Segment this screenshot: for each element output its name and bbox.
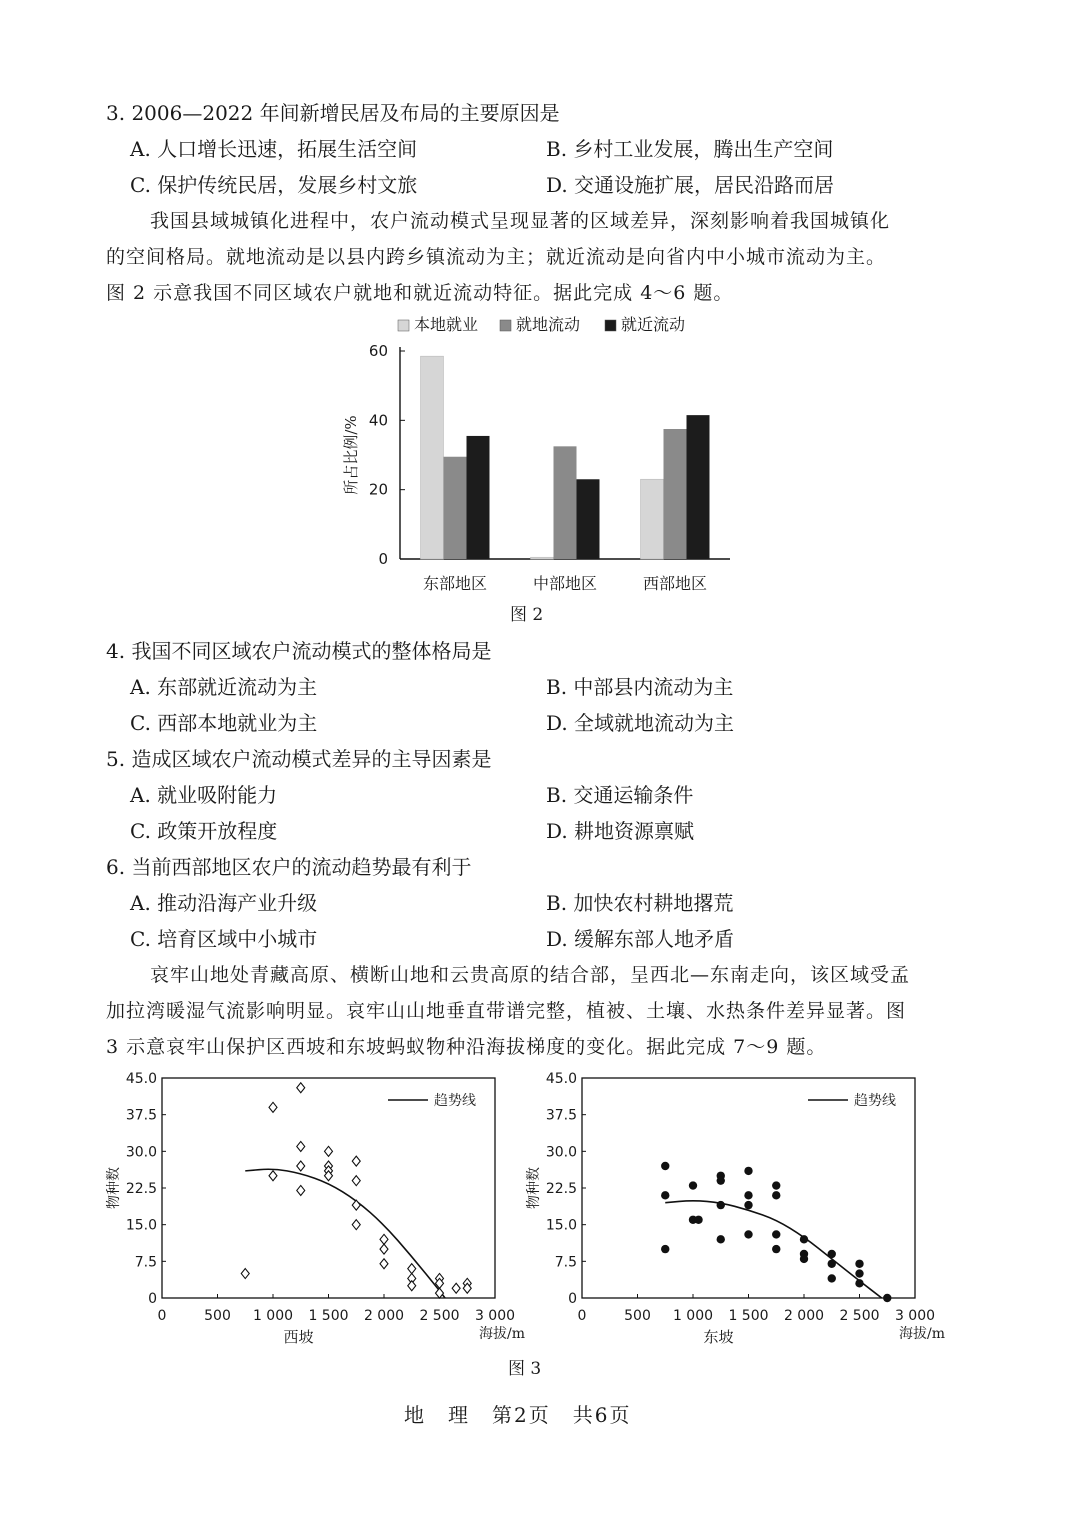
legend-label: 就近流动 (621, 315, 686, 334)
figure-3-caption: 图 3 (508, 1359, 542, 1379)
legend-swatch (398, 320, 409, 331)
data-point (352, 1156, 360, 1166)
data-point (297, 1083, 305, 1093)
x-tick-label: 0 (577, 1308, 587, 1324)
data-point (772, 1245, 780, 1253)
q3-option-b: B. 乡村工业发展，腾出生产空间 (546, 137, 834, 161)
passage1-line: 的空间格局。就地流动是以县内跨乡镇流动为主；就近流动是向省内中小城市流动为主。 (106, 246, 887, 268)
x-axis-label: 西坡 (283, 1328, 314, 1346)
data-point (744, 1191, 752, 1199)
passage2-line: 加拉湾暖湿气流影响明显。哀牢山山地垂直带谱完整，植被、土壤、水热条件差异显著。图 (106, 1000, 907, 1022)
data-point (661, 1245, 669, 1253)
q4-option-d: D. 全域就地流动为主 (546, 711, 735, 735)
q6-option-c: C. 培育区域中小城市 (130, 927, 318, 951)
data-point (800, 1255, 808, 1263)
data-point (380, 1244, 388, 1254)
x-tick-label: 2 500 (839, 1308, 880, 1324)
bar (687, 415, 710, 559)
x-tick-label: 中部地区 (532, 574, 598, 593)
q3-option-a: A. 人口增长迅速，拓展生活空间 (130, 137, 418, 161)
data-point (744, 1230, 752, 1238)
y-tick-label: 37.5 (545, 1107, 577, 1124)
data-point (452, 1283, 460, 1293)
figure-2-caption: 图 2 (510, 605, 544, 625)
x-tick-label: 2 000 (783, 1308, 825, 1324)
data-point (694, 1216, 702, 1224)
data-point (380, 1234, 388, 1244)
y-axis-label: 物种数 (526, 1167, 542, 1209)
data-point (661, 1191, 669, 1199)
x-tick-label: 1 000 (252, 1308, 294, 1324)
y-tick-label: 15.0 (545, 1217, 577, 1234)
page-footer: 地 理 第2页 共6页 (404, 1403, 632, 1427)
data-point (717, 1201, 725, 1209)
plot-frame (582, 1078, 915, 1298)
bar (444, 457, 467, 559)
data-point (828, 1250, 836, 1258)
figure-2-bar-chart (330, 310, 750, 605)
data-point (352, 1200, 360, 1210)
plot-frame (162, 1078, 495, 1298)
data-point (241, 1269, 249, 1279)
y-tick-label: 22.5 (545, 1181, 577, 1197)
legend-label: 本地就业 (414, 315, 479, 334)
bar (664, 429, 687, 559)
x-tick-label: 500 (624, 1308, 651, 1324)
x-tick-label: 3 000 (894, 1308, 936, 1324)
q5-option-d: D. 耕地资源禀赋 (546, 819, 695, 843)
y-tick-label: 7.5 (134, 1254, 157, 1271)
data-point (828, 1274, 836, 1282)
x-tick-label: 500 (204, 1308, 231, 1324)
data-point (297, 1161, 305, 1171)
x-tick-label: 1 000 (672, 1308, 714, 1324)
q6-option-b: B. 加快农村耕地撂荒 (546, 891, 734, 915)
y-tick-label: 22.5 (125, 1181, 157, 1197)
y-tick-label: 7.5 (554, 1254, 577, 1271)
x-tick-label: 2 000 (363, 1308, 405, 1324)
q4-option-a: A. 东部就近流动为主 (130, 675, 318, 699)
y-tick-label: 20 (368, 480, 388, 499)
q6-option-a: A. 推动沿海产业升级 (130, 891, 318, 915)
y-tick-label: 0 (148, 1291, 157, 1307)
figure-3-east-slope-scatter (520, 1066, 950, 1351)
data-point (772, 1181, 780, 1189)
x-axis-label: 东坡 (703, 1328, 734, 1346)
data-point (717, 1235, 725, 1243)
data-point (380, 1259, 388, 1269)
q6-option-d: D. 缓解东部人地矛盾 (546, 927, 735, 951)
x-axis-unit: 海拔/m (899, 1326, 945, 1342)
y-axis-label: 所占比例/% (342, 415, 360, 495)
y-axis-label: 物种数 (106, 1167, 122, 1209)
y-tick-label: 37.5 (125, 1107, 157, 1124)
q5-option-b: B. 交通运输条件 (546, 783, 694, 807)
x-tick-label: 2 500 (419, 1308, 460, 1324)
data-point (269, 1102, 277, 1112)
q4-stem: 4. 我国不同区域农户流动模式的整体格局是 (106, 639, 492, 663)
passage2-line: 哀牢山地处青藏高原、横断山地和云贵高原的结合部，呈西北—东南走向，该区域受孟 (150, 964, 911, 986)
x-tick-label: 0 (157, 1308, 167, 1324)
q5-option-c: C. 政策开放程度 (130, 819, 278, 843)
y-tick-label: 30.0 (545, 1144, 577, 1161)
x-axis-unit: 海拔/m (479, 1326, 525, 1342)
q5-stem: 5. 造成区域农户流动模式差异的主导因素是 (106, 747, 492, 771)
q4-option-b: B. 中部县内流动为主 (546, 675, 734, 699)
passage1-line: 图 2 示意我国不同区域农户就地和就近流动特征。据此完成 4～6 题。 (106, 282, 734, 304)
data-point (352, 1176, 360, 1186)
x-tick-label: 1 500 (308, 1308, 349, 1324)
y-tick-label: 45.0 (545, 1071, 577, 1087)
data-point (744, 1167, 752, 1175)
data-point (325, 1146, 333, 1156)
q3-stem: 3. 2006—2022 年间新增民居及布局的主要原因是 (106, 101, 560, 125)
data-point (717, 1176, 725, 1184)
bar (531, 557, 554, 559)
bar (421, 356, 444, 559)
legend-label: 趋势线 (854, 1093, 896, 1109)
data-point (352, 1220, 360, 1230)
x-tick-label: 西部地区 (642, 574, 708, 593)
bar (554, 446, 577, 559)
data-point (269, 1171, 277, 1181)
data-point (408, 1281, 416, 1291)
data-point (828, 1260, 836, 1268)
y-tick-label: 0 (378, 550, 388, 568)
data-point (800, 1235, 808, 1243)
data-point (744, 1201, 752, 1209)
y-tick-label: 30.0 (125, 1144, 157, 1161)
legend-swatch (500, 320, 511, 331)
data-point (689, 1181, 697, 1189)
x-tick-label: 1 500 (728, 1308, 769, 1324)
bar (577, 479, 600, 559)
passage1-line: 我国县域城镇化进程中，农户流动模式呈现显著的区域差异，深刻影响着我国城镇化 (150, 210, 891, 232)
data-point (855, 1269, 863, 1277)
legend-swatch (605, 320, 616, 331)
data-point (436, 1288, 444, 1298)
passage2-line: 3 示意哀牢山保护区西坡和东坡蚂蚁物种沿海拔梯度的变化。据此完成 7～9 题。 (106, 1036, 827, 1058)
data-point (408, 1264, 416, 1274)
data-point (661, 1162, 669, 1170)
q3-option-c: C. 保护传统民居，发展乡村文旅 (130, 173, 418, 197)
data-point (883, 1294, 891, 1302)
data-point (855, 1260, 863, 1268)
y-tick-label: 15.0 (125, 1217, 157, 1234)
legend-label: 趋势线 (434, 1093, 476, 1109)
y-tick-label: 0 (568, 1291, 577, 1307)
data-point (772, 1230, 780, 1238)
legend-label: 就地流动 (516, 315, 581, 334)
data-point (772, 1191, 780, 1199)
q6-stem: 6. 当前西部地区农户的流动趋势最有利于 (106, 855, 472, 879)
y-tick-label: 45.0 (125, 1071, 157, 1087)
q3-option-d: D. 交通设施扩展，居民沿路而居 (546, 173, 835, 197)
data-point (297, 1141, 305, 1151)
figure-3-west-slope-scatter (100, 1066, 530, 1351)
x-tick-label: 3 000 (474, 1308, 516, 1324)
bar (641, 479, 664, 559)
y-tick-label: 60 (368, 342, 388, 360)
y-tick-label: 40 (368, 411, 388, 430)
bar (467, 436, 490, 559)
data-point (297, 1185, 305, 1195)
q4-option-c: C. 西部本地就业为主 (130, 711, 318, 735)
q5-option-a: A. 就业吸附能力 (130, 783, 278, 807)
x-tick-label: 东部地区 (422, 574, 488, 593)
data-point (855, 1279, 863, 1287)
